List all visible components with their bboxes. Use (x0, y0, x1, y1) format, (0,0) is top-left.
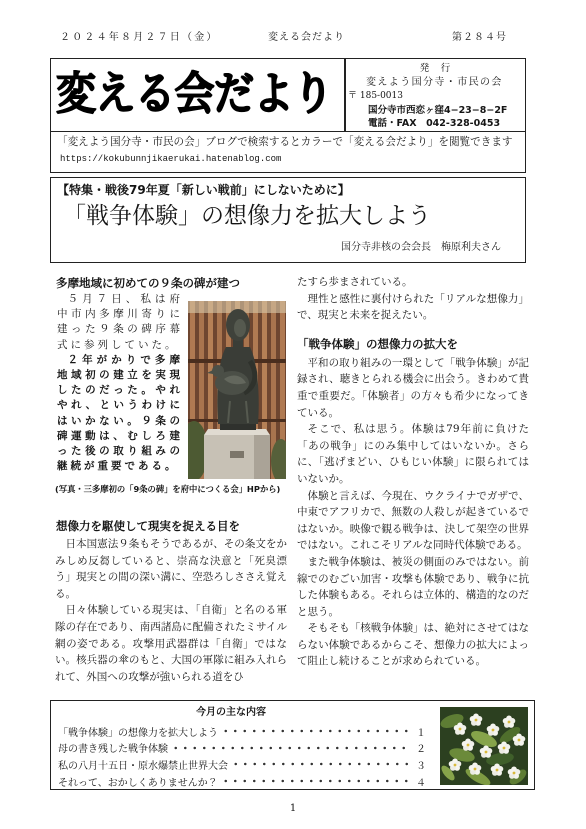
contents-item-page: ２ (416, 744, 426, 756)
blog-url: https://kokubunnjikaerukai.hatenablog.com (60, 154, 282, 164)
section-heading: 「戦争体験」の想像力の拡大を (297, 336, 458, 351)
contents-item-title: それって、おかしくありませんか？ (58, 777, 218, 789)
dot-leader (231, 762, 411, 766)
masthead (50, 58, 526, 132)
paragraph: 理性と感性に裏付けられた「リアルな想像力」で、現実と未来を捉えたい。 (297, 292, 529, 322)
issue-number: 第２８４号 (452, 32, 507, 43)
contents-item-title: 「戦争体験」の想像力を拡大しよう (58, 727, 218, 739)
section-body (55, 536, 287, 685)
paragraph: 平和の取り組みの一環として「戦争体験」が記録され、聴きとられる機会に出会う。きわめて貴重で重要だ。「体験者」の方々も希少になってきている。 (297, 356, 529, 419)
contents-box (50, 700, 535, 790)
feature-byline: 国分寺非核の会会長 梅原利夫さん (341, 242, 501, 253)
photo-caption: (写真・三多摩初の「9条の碑」を府中につくる会」HPから) (55, 484, 281, 494)
page-number: 1 (289, 803, 297, 814)
flower-photo-image (440, 707, 528, 785)
paragraph: 日々体験している現実は、「自衛」と名のる軍隊の存在であり、南西諸島に配備されたミサイル網の姿である。攻撃用武器群は「自衛」ではない。核兵器の傘のもと、大国の軍隊に組み入れられて、外国への攻撃が強いられる道をひ (55, 604, 287, 683)
paragraph: たすら歩まされている。 (297, 276, 413, 288)
photo-side-text (57, 292, 183, 474)
section-heading: 想像力を駆使して現実を捉える目を (56, 519, 240, 533)
paragraph: そこで、私は思う。体験は79年前に負けた「あの戦争」にのみ集中してはいないか。さらに、「逃げまどい、ひもじい体験」に限られてはいないか。 (297, 423, 529, 485)
paragraph: 体験と言えば、今現在、ウクライナでガザで、中東でアフリカで、無数の人殺しが起きているではないか。映像で観る戦争は、決して架空の世界ではない。これこそリアルな同時代体験である。 (297, 489, 529, 552)
contents-item-page: ３ (416, 760, 426, 772)
dot-leader (221, 779, 411, 783)
paragraph: また戦争体験は、被災の側面のみではない。前線でのむごい加害・攻撃も体験であり、戦争に抗した体験もある。それらは立体的、構造的なのだと思う。 (297, 555, 529, 618)
flower-photo (440, 707, 528, 785)
contents-title: 今月の主な内容 (196, 707, 266, 718)
section-heading: 多摩地域に初めての９条の碑が建つ (56, 276, 240, 290)
paragraph: ５月７日、私は府中市内多摩川寄りに建った９条の碑序幕式に参列していた。 (57, 293, 183, 351)
contents-item (58, 723, 426, 740)
dot-leader (221, 729, 411, 733)
contents-item-title: 母の書き残した戦争体験 (58, 744, 168, 756)
blog-notice (50, 131, 526, 173)
dot-leader (171, 746, 411, 750)
blog-note-text: 「変えよう国分寺・市民の会」ブログで検索するとカラーで「変える会だより」を閲覧できます (57, 136, 513, 148)
publisher-phone: 電話・FAX 042-328-0453 (368, 118, 501, 129)
publisher-name: 変えよう国分寺・市民の会 (366, 77, 503, 88)
right-column (297, 274, 529, 670)
feature-headline: 「戦争体験」の想像力を拡大しよう (63, 203, 431, 229)
contents-item-page: ４ (416, 777, 426, 789)
paragraph: ２年がかりで多摩地域初の建立を実現したのだった。やれやれ、というわけにはいかない。９条の碑運動は、むしろ建った後の取り組みの継続が重要である。 (57, 353, 183, 473)
contents-item-title: 私の八月十五日・原水爆禁止世界大会 (58, 760, 228, 772)
contents-item (58, 756, 426, 773)
feature-kicker: 【特集・戦後79年夏「新しい戦前」にしないために】 (57, 183, 350, 197)
paragraph: そもそも「核戦争体験」は、絶対にさせてはならない体験であるからこそ、想像力の拡大によって阻止し続けることが求められている。 (297, 622, 529, 668)
paragraph: 日本国憲法９条もそうであるが、その条文をかみしめ反芻していると、崇高な決意と「死臭漂う」現実との間の深い溝に、空恐ろしささえ覚える。 (55, 538, 287, 600)
publisher-address: 国分寺市西恋ヶ窪4−23−8−2F (368, 105, 508, 116)
contents-item (58, 773, 426, 790)
feature-header (50, 177, 526, 263)
contents-item-page: １ (416, 727, 426, 739)
newsletter-name: 変える会だより (268, 32, 345, 43)
issue-date: ２０２４年８月２７日（金） (60, 32, 219, 43)
postal-code: 〒 185-0013 (348, 91, 403, 101)
statue-photo-image (188, 301, 286, 479)
contents-item (58, 740, 426, 757)
masthead-title: 変える会だより (56, 68, 333, 120)
statue-photo (188, 301, 286, 479)
publisher-label: 発 行 (419, 63, 452, 74)
contents-list (58, 723, 426, 789)
